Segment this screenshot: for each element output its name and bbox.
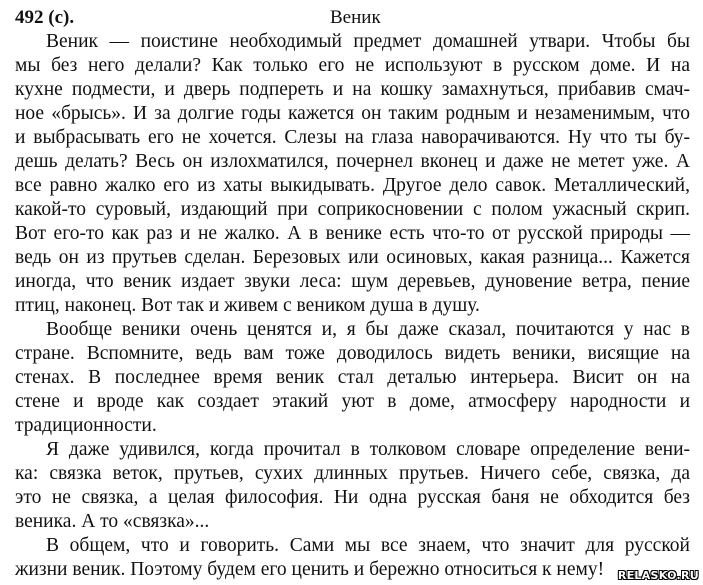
- site-watermark: RELASKO.RU: [617, 569, 699, 582]
- text-line: стенах. В последнее время веник стал деталью интерьера. Висит он на: [15, 367, 690, 388]
- text-line: и выбрасывать его не хочется. Слезы на глаза наворачиваются. Ну что ты бу-: [15, 127, 690, 148]
- text-line: это не связка, а целая философия. Ни одна русская баня не обходится без: [15, 487, 690, 508]
- text-line: мы без него делали? Как только его не используют в русском доме. И на: [15, 55, 690, 76]
- text-line: Веник — поистине необходимый предмет домашней утвари. Чтобы бы: [46, 31, 690, 52]
- text-line: стране. Вспомните, ведь вам тоже доводилось видеть веники, висящие на: [15, 343, 690, 364]
- text-line: стене и вроде как создает этакий уют в доме, атмосферу народности и: [15, 391, 690, 412]
- text-line: кухне подмести, и дверь подпереть и на кошку замахнуться, прибавив смач-: [15, 79, 690, 100]
- text-line: ное «брысь». И за долгие годы кажется он таким родным и незаменимым, что: [15, 103, 690, 124]
- text-line: В общем, что и говорить. Сами мы все знаем, что значит для русской: [46, 535, 690, 556]
- exercise-header: [0, 6, 703, 30]
- text-line: птиц, наконец. Вот так и живем с веником душа в душу.: [15, 295, 480, 316]
- text-line: жизни веник. Поэтому будем его ценить и бережно относиться к нему!: [15, 559, 605, 580]
- text-line: веника. А то «связка»...: [15, 511, 210, 532]
- text-line: все равно жалко его из хаты выкидывать. Другое дело савок. Металлический,: [15, 175, 690, 196]
- text-line: дешь делать? Весь он излохматился, почернел вконец и даже не метет уже. А: [15, 151, 690, 172]
- text-line: ка: связка веток, прутьев, сухих длинных прутьев. Ничего себе, связка, да: [15, 463, 690, 484]
- text-line: какой-то суровый, издающий при соприкосновении с полом ужасный скрип.: [15, 199, 690, 220]
- text-line: Вот его-то как раз и не жалко. А в венике есть что-то от русской природы —: [15, 223, 690, 244]
- text-line: иногда, что веник издает звуки леса: шум деревьев, дуновение ветра, пение: [15, 271, 690, 292]
- text-line: Я даже удивился, когда прочитал в толковом словаре определение вени-: [46, 439, 690, 460]
- text-line: ведь он из прутьев сделан. Березовых или осиновых, какая разница... Кажется: [15, 247, 690, 268]
- text-line: Вообще веники очень ценятся и, я бы даже сказал, почитаются у нас в: [46, 319, 690, 340]
- text-line: традиционности.: [15, 415, 157, 436]
- text-title: Веник: [330, 7, 381, 28]
- exercise-number: 492 (с).: [15, 7, 75, 28]
